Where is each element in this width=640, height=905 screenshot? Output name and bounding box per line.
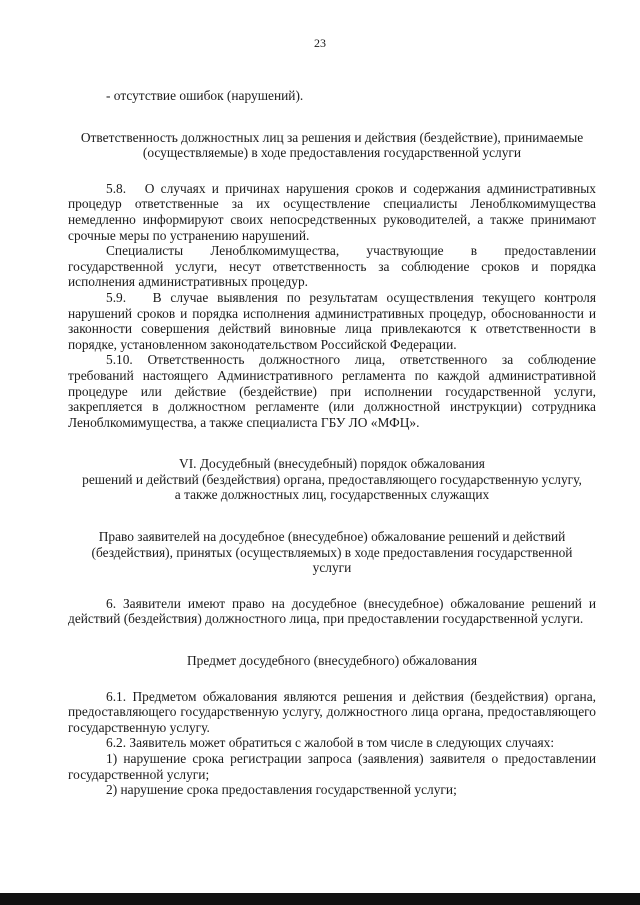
heading-subject-of-appeal: Предмет досудебного (внесудебного) обжалования (186, 653, 478, 669)
paragraph-5-10: 5.10. Ответственность должностного лица, ответственного за соблюдение требований настоящего Административного регламента по каждой административной процедуре или действие (бездействие) при исполнении государственной услуги, закрепляется в должностном регламенте (или должностной инструкции) сотрудника Леноблкомимущества, а также специалиста ГБУ ЛО «МФЦ». (68, 352, 596, 430)
paragraph-6-2-item-2: 2) нарушение срока предоставления государственной услуги; (106, 782, 457, 798)
heading-section-vi-line3: а также должностных лиц, государственных служащих (174, 487, 490, 503)
scan-bottom-edge (0, 893, 640, 905)
page-number: 23 (314, 36, 326, 50)
paragraph-6-1: 6.1. Предметом обжалования являются решения и действия (бездействия) органа, предоставляющего государственную услугу, должностного лица органа, предоставляющего государственную услугу. (68, 688, 596, 735)
paragraph-5-9: 5.9. В случае выявления по результатам осуществления текущего контроля нарушений сроков и порядка исполнения административных процедур, обоснованности и законности совершения действий виновные лица привлекаются к ответственности в порядке, установленном законодательством Российской Федерации. (68, 289, 596, 352)
paragraph-5-8-specialists: Специалисты Леноблкомимущества, участвующие в предоставлении государственной услуги, несут ответственность за соблюдение сроков и порядка исполнения административных процедур. (68, 243, 596, 290)
paragraph-6: 6. Заявители имеют право на досудебное (внесудебное) обжалование решений и действий (бездействия) должностного лица, при предоставлении государственной услуги. (68, 595, 596, 627)
document-body (68, 88, 596, 798)
heading-right-to-appeal: Право заявителей на досудебное (внесудебное) обжалование решений и действий (бездействия), принятых (осуществляемых) в ходе предоставления государственной услуги (91, 529, 573, 576)
heading-section-vi-line1: VI. Досудебный (внесудебный) порядок обжалования (179, 456, 485, 472)
heading-section-vi (68, 456, 596, 503)
heading-section-vi-line2: решений и действий (бездействия) органа, предоставляющего государственную услугу, (82, 471, 582, 487)
heading-responsibility: Ответственность должностных лиц за решения и действия (бездействие), принимаемые (осуществляемые) в ходе предоставления государственной услуги (80, 129, 584, 161)
paragraph-6-2-item-1: 1) нарушение срока регистрации запроса (заявления) заявителя о предоставлении государственной услуги; (68, 751, 596, 782)
paragraph-no-errors: - отсутствие ошибок (нарушений). (106, 88, 304, 103)
paragraph-5-8: 5.8. О случаях и причинах нарушения сроков и содержания административных процедур ответственные за их осуществление специалисты Леноблкомимущества немедленно информируют своих непосредственных руководителей, а также принимают срочные меры по устранению нарушений. (68, 180, 596, 243)
paragraph-6-2: 6.2. Заявитель может обратиться с жалобой в том числе в следующих случаях: (106, 735, 555, 751)
